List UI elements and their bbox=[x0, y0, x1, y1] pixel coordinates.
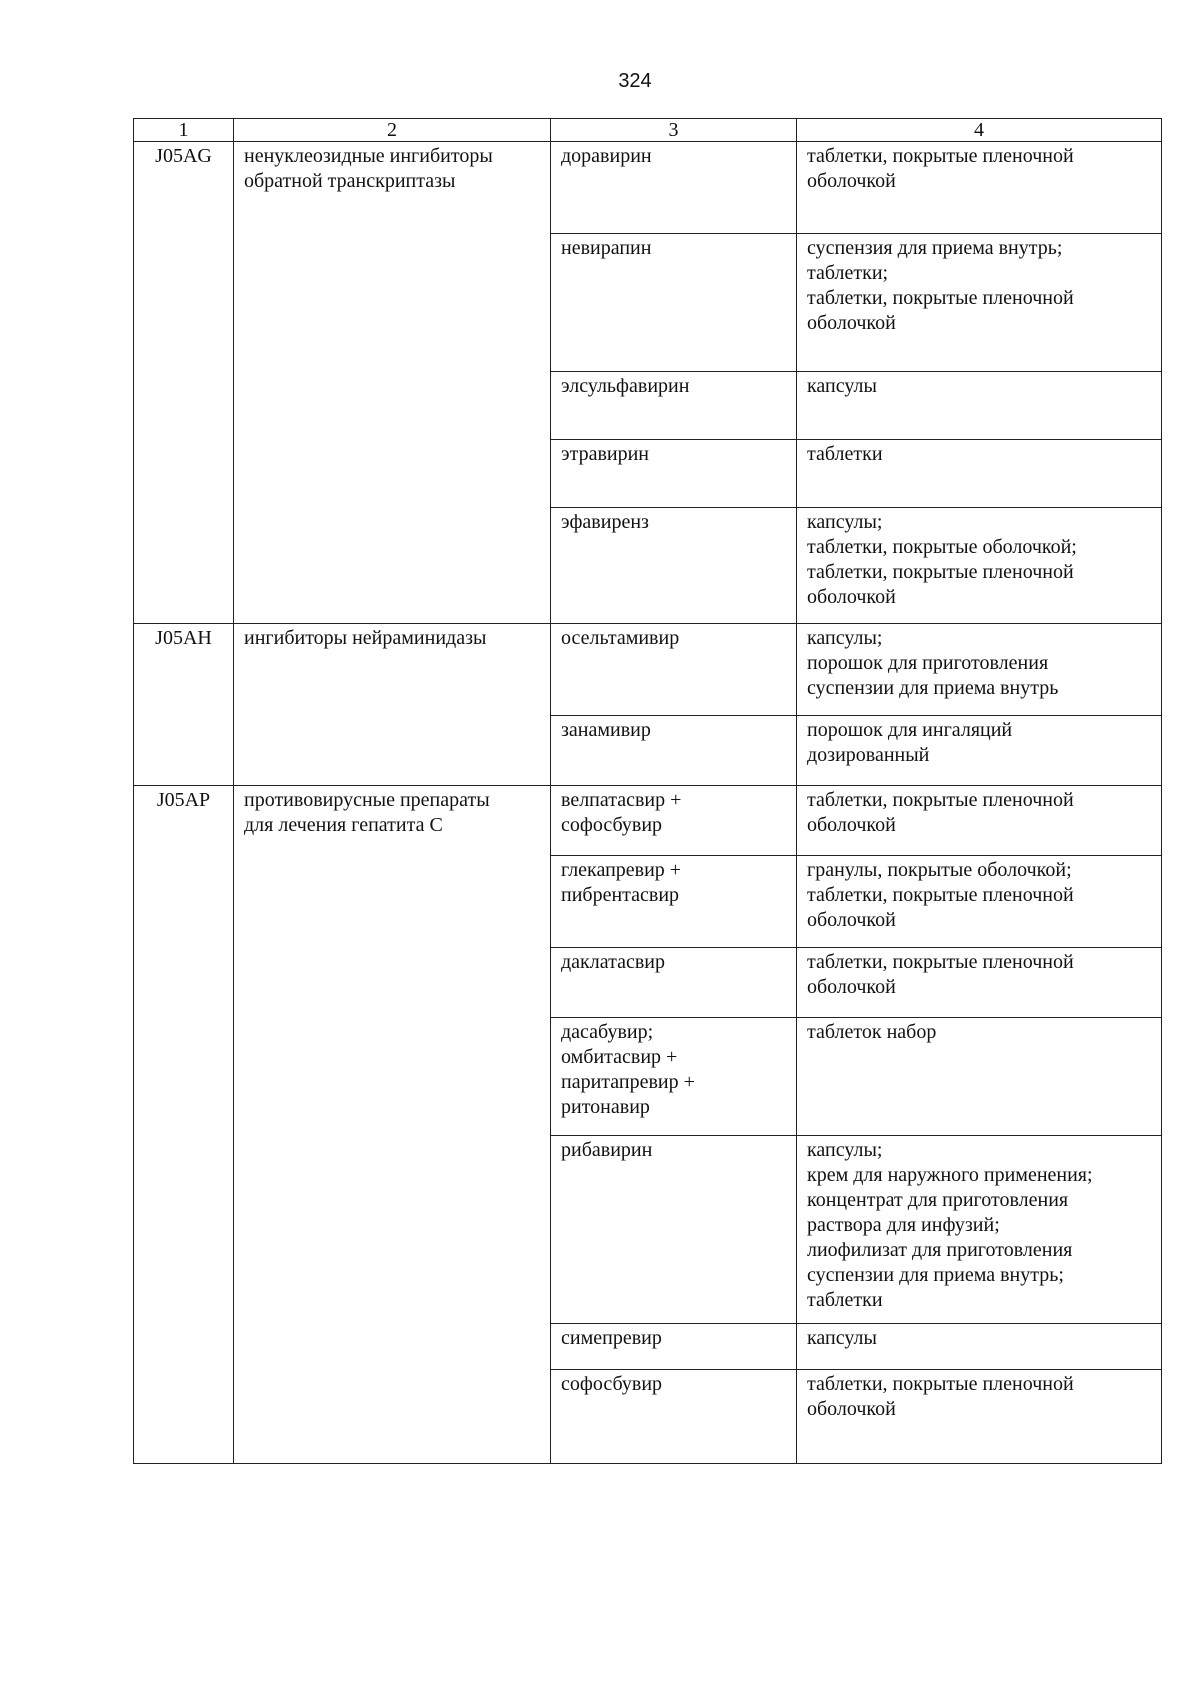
dosage-form-line: таблетки, покрытые оболочкой; bbox=[807, 536, 1077, 558]
drug-name-line: пибрентасвир bbox=[561, 884, 680, 906]
dosage-form-line: порошок для ингаляций bbox=[807, 719, 1013, 741]
drug-name-line: доравирин bbox=[561, 145, 652, 167]
dosage-form-cell bbox=[797, 716, 1162, 786]
dosage-form-line: таблетки bbox=[807, 1289, 883, 1311]
dosage-form-line: оболочкой bbox=[807, 586, 896, 608]
dosage-form-line: оболочкой bbox=[807, 976, 896, 998]
dosage-form-cell bbox=[797, 1324, 1162, 1370]
table-row bbox=[134, 624, 1162, 716]
drug-name-line: омбитасвир + bbox=[561, 1046, 678, 1068]
dosage-form-line: таблетки, покрытые пленочной bbox=[807, 884, 1074, 906]
atc-code: J05AH bbox=[155, 627, 212, 649]
dosage-form-line: оболочкой bbox=[807, 909, 896, 931]
dosage-form-cell bbox=[797, 234, 1162, 372]
drug-name-cell bbox=[551, 948, 797, 1018]
dosage-form-line: капсулы; bbox=[807, 511, 883, 533]
dosage-form-line: капсулы; bbox=[807, 1139, 883, 1161]
header-row bbox=[134, 119, 1162, 142]
dosage-form-line: таблетки, покрытые пленочной bbox=[807, 145, 1074, 167]
dosage-form-line: таблетки, покрытые пленочной bbox=[807, 1373, 1074, 1395]
dosage-form-line: раствора для инфузий; bbox=[807, 1214, 1000, 1236]
column-header-4: 4 bbox=[797, 119, 1162, 142]
drug-name-line: глекапревир + bbox=[561, 859, 682, 881]
drug-table bbox=[133, 118, 1162, 1464]
drug-name-cell bbox=[551, 716, 797, 786]
dosage-form-line: концентрат для приготовления bbox=[807, 1189, 1069, 1211]
drug-name-line: софосбувир bbox=[561, 1373, 663, 1395]
drug-name-line: этравирин bbox=[561, 443, 649, 465]
dosage-form-line: таблетки bbox=[807, 443, 883, 465]
group-name-line: противовирусные препараты bbox=[244, 789, 490, 811]
atc-code-cell bbox=[134, 786, 234, 1464]
group-name-cell bbox=[234, 786, 551, 1464]
drug-name-line: софосбувир bbox=[561, 814, 663, 836]
dosage-form-line: лиофилизат для приготовления bbox=[807, 1239, 1073, 1261]
dosage-form-line: оболочкой bbox=[807, 312, 896, 334]
dosage-form-line: таблетки, покрытые пленочной bbox=[807, 951, 1074, 973]
drug-name-line: велпатасвир + bbox=[561, 789, 682, 811]
drug-name-cell bbox=[551, 1370, 797, 1464]
dosage-form-cell bbox=[797, 1136, 1162, 1324]
group-name-line: для лечения гепатита С bbox=[244, 814, 443, 836]
dosage-form-cell bbox=[797, 372, 1162, 440]
group-name-line: обратной транскриптазы bbox=[244, 170, 456, 192]
dosage-form-line: капсулы; bbox=[807, 627, 883, 649]
dosage-form-line: оболочкой bbox=[807, 1398, 896, 1420]
drug-name-line: занамивир bbox=[561, 719, 651, 741]
drug-name-cell bbox=[551, 372, 797, 440]
drug-name-cell bbox=[551, 440, 797, 508]
drug-name-line: ритонавир bbox=[561, 1096, 650, 1118]
dosage-form-cell bbox=[797, 1370, 1162, 1464]
dosage-form-line: суспензии для приема внутрь; bbox=[807, 1264, 1064, 1286]
group-name-line: ненуклеозидные ингибиторы bbox=[244, 145, 493, 167]
drug-name-cell bbox=[551, 786, 797, 856]
dosage-form-line: дозированный bbox=[807, 744, 930, 766]
dosage-form-line: суспензии для приема внутрь bbox=[807, 677, 1059, 699]
drug-name-cell bbox=[551, 1136, 797, 1324]
drug-name-line: элсульфавирин bbox=[561, 375, 690, 397]
dosage-form-cell bbox=[797, 508, 1162, 624]
dosage-form-line: порошок для приготовления bbox=[807, 652, 1049, 674]
group-name-cell bbox=[234, 142, 551, 624]
drug-name-line: даклатасвир bbox=[561, 951, 665, 973]
dosage-form-line: таблетки, покрытые пленочной bbox=[807, 561, 1074, 583]
drug-name-line: рибавирин bbox=[561, 1139, 653, 1161]
dosage-form-line: таблетки; bbox=[807, 262, 889, 284]
page-number: 324 bbox=[618, 70, 652, 92]
group-name-cell bbox=[234, 624, 551, 786]
column-header-1: 1 bbox=[134, 119, 234, 142]
drug-name-cell bbox=[551, 1324, 797, 1370]
atc-code-cell bbox=[134, 624, 234, 786]
dosage-form-cell bbox=[797, 786, 1162, 856]
group-name-line: ингибиторы нейраминидазы bbox=[244, 627, 487, 649]
drug-name-cell bbox=[551, 234, 797, 372]
atc-code: J05AP bbox=[156, 789, 211, 811]
drug-name-cell bbox=[551, 142, 797, 234]
drug-name-line: осельтамивир bbox=[561, 627, 680, 649]
dosage-form-line: таблеток набор bbox=[807, 1021, 937, 1043]
dosage-form-line: оболочкой bbox=[807, 170, 896, 192]
drug-name-line: паритапревир + bbox=[561, 1071, 695, 1093]
column-header-3: 3 bbox=[551, 119, 797, 142]
dosage-form-line: суспензия для приема внутрь; bbox=[807, 237, 1063, 259]
dosage-form-line: капсулы bbox=[807, 1327, 877, 1349]
dosage-form-cell bbox=[797, 624, 1162, 716]
dosage-form-line: капсулы bbox=[807, 375, 877, 397]
column-header-2: 2 bbox=[234, 119, 551, 142]
atc-code: J05AG bbox=[155, 145, 212, 167]
atc-code-cell bbox=[134, 142, 234, 624]
dosage-form-cell bbox=[797, 948, 1162, 1018]
dosage-form-cell bbox=[797, 440, 1162, 508]
drug-name-cell bbox=[551, 856, 797, 948]
drug-name-line: симепревир bbox=[561, 1327, 662, 1349]
drug-name-line: дасабувир; bbox=[561, 1021, 654, 1043]
dosage-form-line: таблетки, покрытые пленочной bbox=[807, 287, 1074, 309]
dosage-form-line: оболочкой bbox=[807, 814, 896, 836]
dosage-form-line: крем для наружного применения; bbox=[807, 1164, 1093, 1186]
dosage-form-cell bbox=[797, 1018, 1162, 1136]
drug-name-cell bbox=[551, 624, 797, 716]
dosage-form-line: таблетки, покрытые пленочной bbox=[807, 789, 1074, 811]
drug-name-line: эфавиренз bbox=[561, 511, 649, 533]
table-row bbox=[134, 786, 1162, 856]
drug-name-cell bbox=[551, 1018, 797, 1136]
drug-name-cell bbox=[551, 508, 797, 624]
dosage-form-cell bbox=[797, 856, 1162, 948]
drug-name-line: невирапин bbox=[561, 237, 652, 259]
dosage-form-cell bbox=[797, 142, 1162, 234]
table-row bbox=[134, 142, 1162, 234]
dosage-form-line: гранулы, покрытые оболочкой; bbox=[807, 859, 1072, 881]
